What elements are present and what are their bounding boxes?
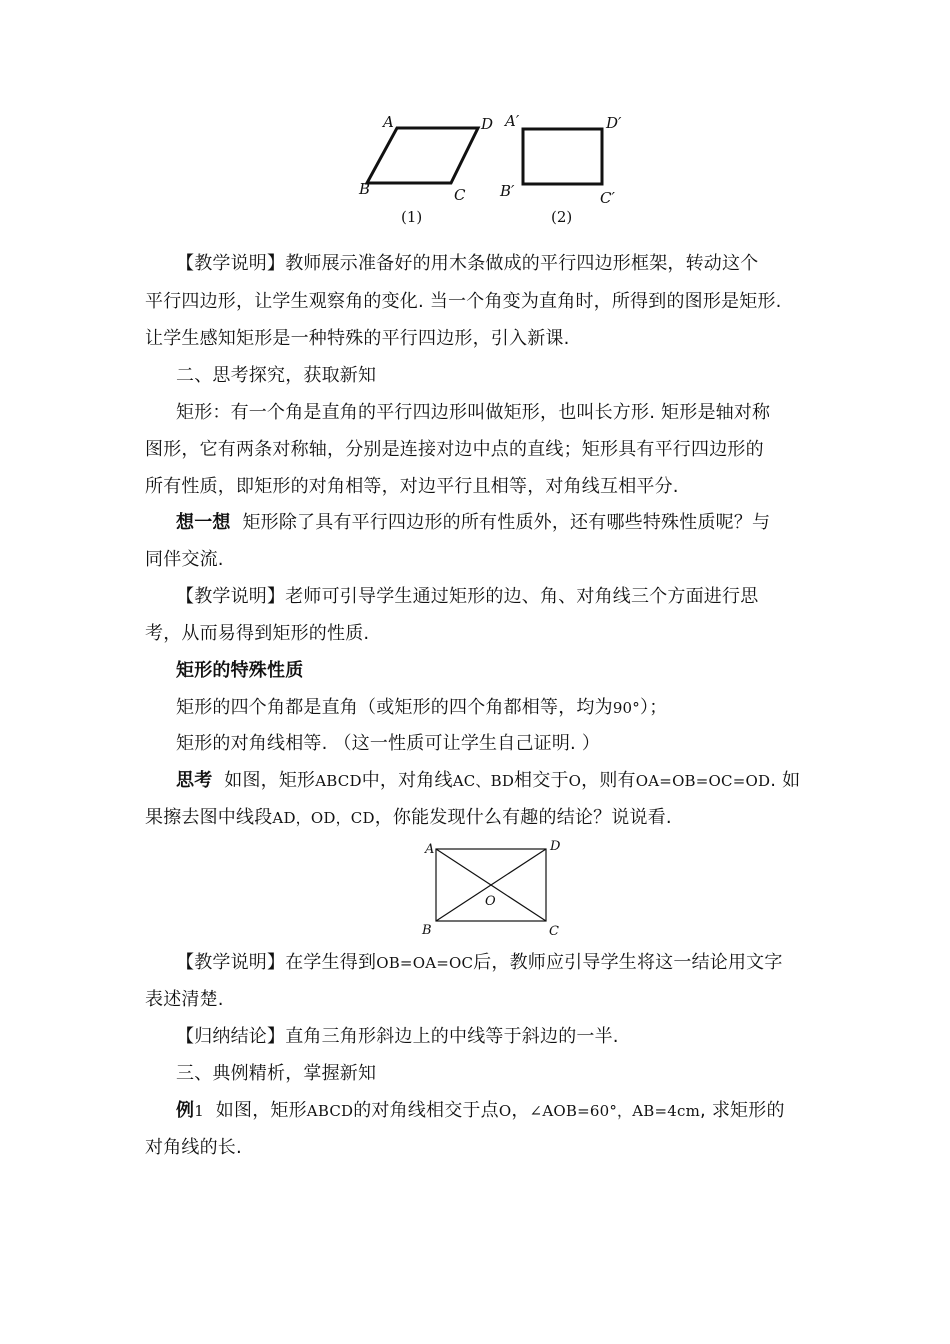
vertex-label-c: C bbox=[454, 186, 466, 204]
teaching-note-1-line-3: 让学生感知矩形是一种特殊的平行四边形，引入新课. bbox=[145, 328, 570, 349]
ponder-line-1: 思考 如图，矩形ABCD中，对角线AC、BD相交于O，则有OA=OB=OC=OD. 如 bbox=[176, 770, 801, 791]
example-line-1: 例1 如图，矩形ABCD的对角线相交于点O，∠AOB=60°，AB=4cm, 求矩形的 bbox=[176, 1100, 785, 1121]
conclusion-tag: 【归纳结论】 bbox=[176, 1026, 286, 1047]
rectangle-shape bbox=[523, 129, 602, 184]
property-2: 矩形的对角线相等. （这一性质可让学生自己证明. ） bbox=[176, 733, 601, 754]
definition-line-3: 所有性质，即矩形的对角相等，对边平行且相等，对角线互相平分. bbox=[145, 476, 679, 497]
think-label: 想一想 bbox=[176, 512, 231, 533]
ponder-label: 思考 bbox=[176, 770, 213, 791]
teaching-note-1-line-2: 平行四边形，让学生观察角的变化. 当一个角变为直角时，所得到的图形是矩形. bbox=[145, 291, 782, 312]
definition-line-2: 图形，它有两条对称轴，分别是连接对边中点的直线；矩形具有平行四边形的 bbox=[145, 439, 764, 460]
vertex-label-a: A bbox=[425, 842, 435, 857]
properties-title: 矩形的特殊性质 bbox=[176, 660, 304, 681]
figure-caption-2: (2) bbox=[551, 208, 573, 226]
teaching-note-2-line-1 bbox=[176, 585, 758, 609]
vertex-label-a-prime: A′ bbox=[505, 112, 520, 130]
angle-value: 90° bbox=[612, 699, 640, 717]
conclusion-line bbox=[176, 1025, 619, 1049]
vertex-label-d-prime: D′ bbox=[606, 114, 622, 132]
teaching-note-text: 老师可引导学生通过矩形的边、角、对角线三个方面进行思 bbox=[285, 586, 759, 607]
center-label-o: O bbox=[485, 894, 496, 909]
teaching-note-3-line-2: 表述清楚. bbox=[145, 989, 224, 1010]
vertex-label-b-prime: B′ bbox=[500, 182, 515, 200]
teaching-note-tag: 【教学说明】 bbox=[176, 952, 286, 973]
ponder-line-2: 果擦去图中线段AD，OD，CD，你能发现什么有趣的结论？说说看. bbox=[145, 807, 672, 828]
figure-rectangle-diagonals bbox=[414, 836, 574, 940]
teaching-note-1-line-1 bbox=[176, 252, 758, 276]
figure-parallelogram-rectangle bbox=[350, 108, 640, 233]
vertex-label-c: C bbox=[549, 924, 559, 939]
example-line-2: 对角线的长. bbox=[145, 1137, 242, 1158]
think-line-1 bbox=[176, 511, 770, 535]
teaching-note-2-line-2: 考，从而易得到矩形的性质. bbox=[145, 623, 370, 644]
teaching-note-3-line-1: 【教学说明】在学生得到OB=OA=OC后，教师应引导学生将这一结论用文字 bbox=[176, 952, 783, 973]
think-line-2: 同伴交流. bbox=[145, 549, 224, 570]
teaching-note-text: 教师展示准备好的用木条做成的平行四边形框架，转动这个 bbox=[285, 253, 759, 274]
vertex-label-b: B bbox=[359, 180, 371, 198]
vertex-label-d: D bbox=[481, 115, 494, 133]
definition-line-1: 矩形：有一个角是直角的平行四边形叫做矩形，也叫长方形. 矩形是轴对称 bbox=[176, 402, 771, 423]
figure-caption-1: (1) bbox=[401, 208, 423, 226]
vertex-label-a: A bbox=[383, 113, 394, 131]
example-label: 例 bbox=[176, 1100, 195, 1121]
vertex-label-c-prime: C′ bbox=[600, 189, 615, 207]
teaching-note-tag: 【教学说明】 bbox=[176, 253, 286, 274]
think-text: 矩形除了具有平行四边形的所有性质外，还有哪些特殊性质呢？与 bbox=[242, 512, 771, 533]
conclusion-text: 直角三角形斜边上的中线等于斜边的一半. bbox=[285, 1026, 619, 1047]
property-1: 矩形的四个角都是直角（或矩形的四个角都相等，均为90°）； bbox=[176, 697, 668, 718]
teaching-note-tag: 【教学说明】 bbox=[176, 586, 286, 607]
section-heading-2: 二、思考探究，获取新知 bbox=[176, 365, 377, 386]
vertex-label-d: D bbox=[550, 839, 561, 854]
parallelogram-shape bbox=[367, 128, 478, 183]
example-number: 1 bbox=[194, 1102, 204, 1120]
section-heading-3: 三、典例精析，掌握新知 bbox=[176, 1063, 377, 1084]
vertex-label-b: B bbox=[422, 923, 432, 938]
